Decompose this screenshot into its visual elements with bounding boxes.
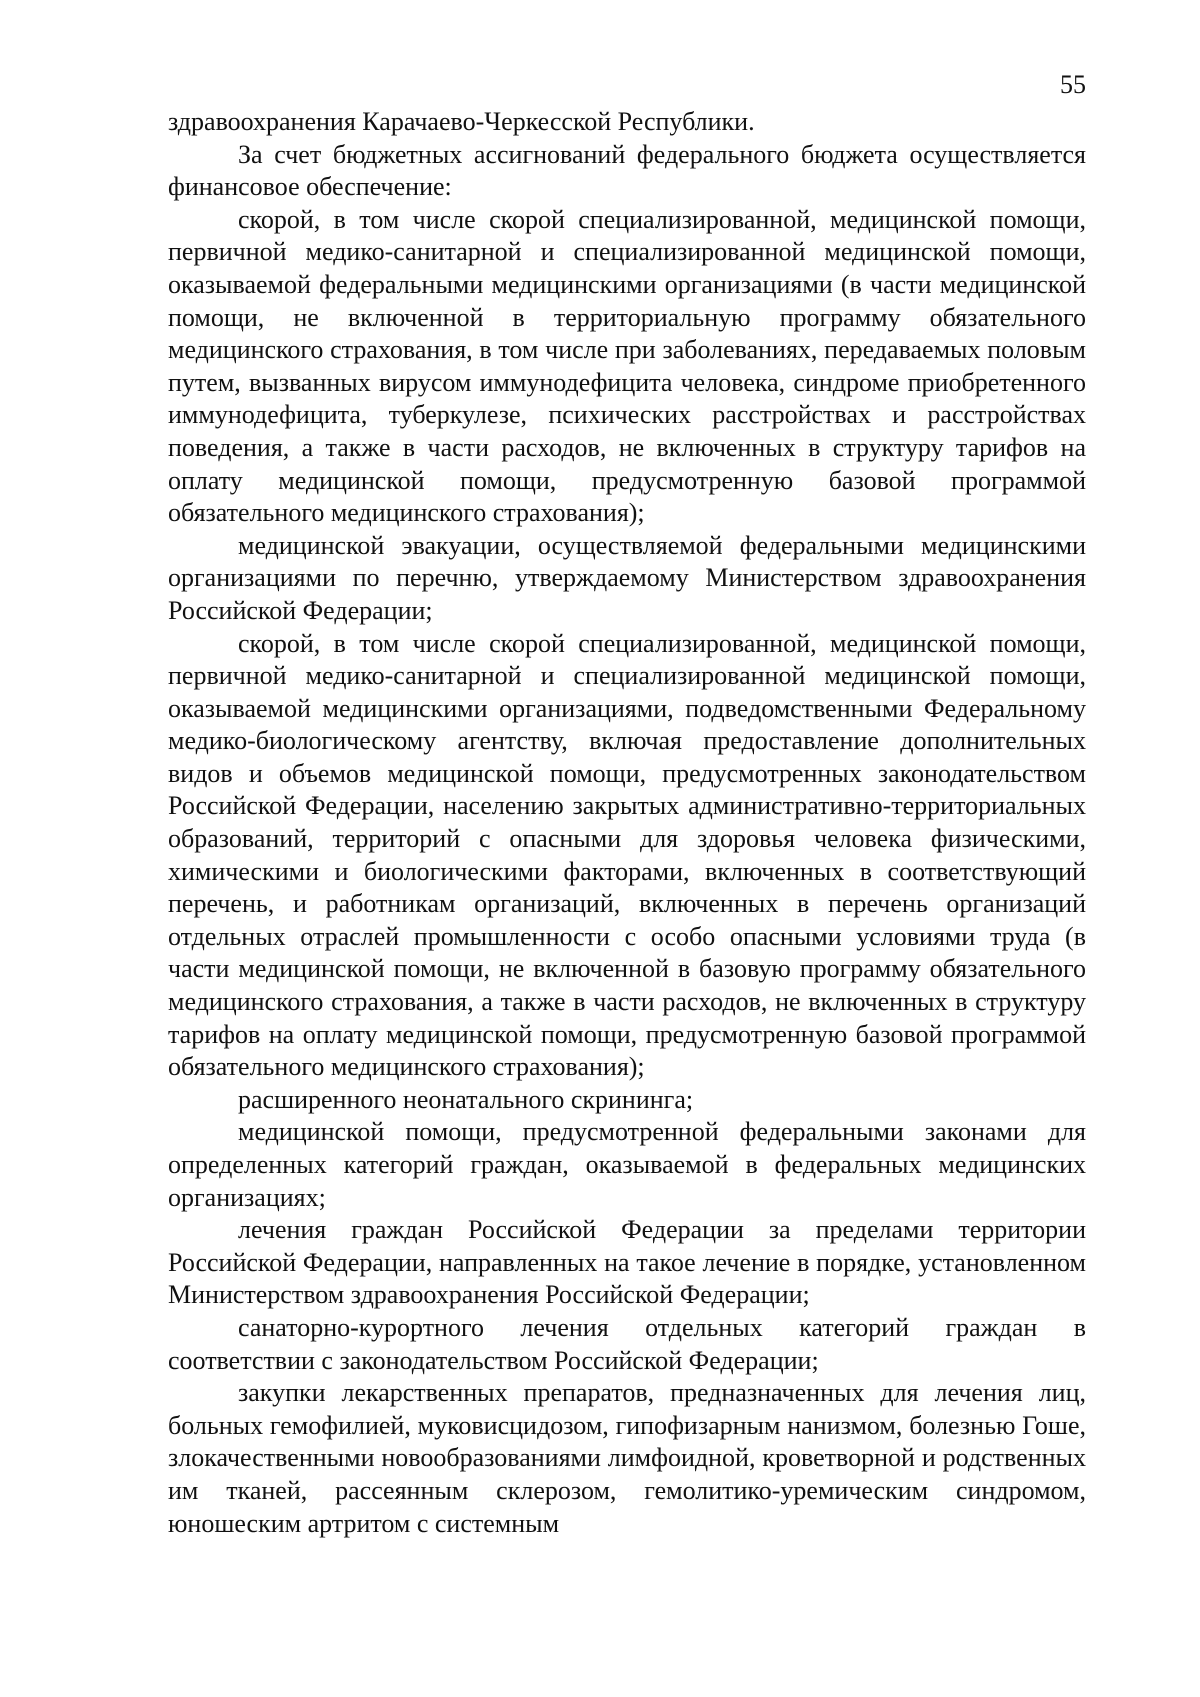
paragraph-10: закупки лекарственных препаратов, предназначенных для лечения лиц, больных гемофилией, муковисцидозом, гипофизарным нанизмом, болезнью Гоше, злокачественными новообразованиями лимфоидной, кроветворной и родственных им тканей, рассеянным склерозом, гемолитико-уремическим синдромом, юношеским артритом с системным <box>168 1378 1086 1538</box>
paragraph-6: расширенного неонатального скрининга; <box>238 1084 694 1114</box>
paragraph-7: медицинской помощи, предусмотренной федеральными законами для определенных категорий граждан, оказываемой в федеральных медицинских организациях; <box>168 1117 1086 1212</box>
paragraph-1: здравоохранения Карачаево-Черкесской Республики. <box>168 107 755 136</box>
paragraph-8: лечения граждан Российской Федерации за пределами территории Российской Федерации, направленных на такое лечение в порядке, установленном Министерством здравоохранения Российской Федерации; <box>168 1215 1086 1310</box>
body-text <box>168 106 1086 1540</box>
paragraph-3: скорой, в том числе скорой специализированной, медицинской помощи, первичной медико-санитарной и специализированной медицинской помощи, оказываемой федеральными медицинскими организациями (в части медицинской помощи, не включенной в территориальную программу обязательного медицинского страхования, в том числе при заболеваниях, передаваемых половым путем, вызванных вирусом иммунодефицита человека, синдроме приобретенного иммунодефицита, туберкулезе, психических расстройствах и расстройствах поведения, а также в части расходов, не включенных в структуру тарифов на оплату медицинской помощи, предусмотренную базовой программой обязательного медицинского страхования); <box>168 204 1086 528</box>
paragraph-4: медицинской эвакуации, осуществляемой федеральными медицинскими организациями по перечню, утверждаемому Министерством здравоохранения Российской Федерации; <box>168 530 1086 625</box>
paragraph-2: За счет бюджетных ассигнований федерального бюджета осуществляется финансовое обеспечение: <box>168 139 1086 202</box>
page-number: 55 <box>1060 70 1086 99</box>
paragraph-9: санаторно-курортного лечения отдельных категорий граждан в соответствии с законодательством Российской Федерации; <box>168 1312 1086 1375</box>
paragraph-5: скорой, в том числе скорой специализированной, медицинской помощи, первичной медико-санитарной и специализированной медицинской помощи, оказываемой медицинскими организациями, подведомственными Федеральному медико-биологическому агентству, включая предоставление дополнительных видов и объемов медицинской помощи, предусмотренных законодательством Российской Федерации, населению закрытых административно-территориальных образований, территорий с опасными для здоровья человека физическими, химическими и биологическими факторами, включенных в соответствующий перечень, и работникам организаций, включенных в перечень организаций отдельных отраслей промышленности с особо опасными условиями труда (в части медицинской помощи, не включенной в базовую программу обязательного медицинского страхования, а также в части расходов, не включенных в структуру тарифов на оплату медицинской помощи, предусмотренную базовой программой обязательного медицинского страхования); <box>168 628 1086 1082</box>
